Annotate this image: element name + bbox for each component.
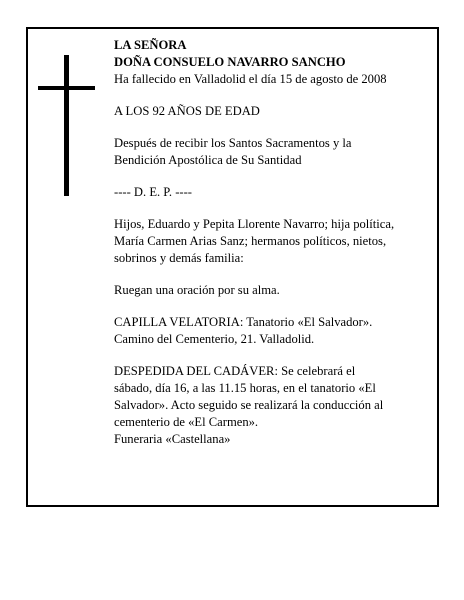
chapel-line-1: CAPILLA VELATORIA: Tanatorio «El Salvador». bbox=[114, 315, 373, 329]
death-statement: Ha fallecido en Valladolid el día 15 de agosto de 2008 bbox=[114, 72, 387, 86]
cross-horizontal-bar bbox=[38, 86, 95, 90]
farewell-line-3: Salvador». Acto seguido se realizará la conducción al bbox=[114, 398, 384, 412]
title-line-1: LA SEÑORA bbox=[114, 38, 187, 52]
sacraments-line-1: Después de recibir los Santos Sacramentos y la bbox=[114, 136, 352, 150]
cross-vertical-bar bbox=[64, 55, 69, 196]
funeral-home: Funeraria «Castellana» bbox=[114, 432, 231, 446]
dep-line: ---- D. E. P. ---- bbox=[114, 185, 192, 199]
farewell-line-1: DESPEDIDA DEL CADÁVER: Se celebrará el bbox=[114, 364, 356, 378]
deceased-name: DOÑA CONSUELO NAVARRO SANCHO bbox=[114, 55, 346, 69]
chapel-line-2: Camino del Cementerio, 21. Valladolid. bbox=[114, 332, 315, 346]
farewell-line-2: sábado, día 16, a las 11.15 horas, en el tanatorio «El bbox=[114, 381, 376, 395]
sacraments-line-2: Bendición Apostólica de Su Santidad bbox=[114, 153, 302, 167]
family-line-3: sobrinos y demás familia: bbox=[114, 251, 244, 265]
farewell-line-4: cementerio de «El Carmen». bbox=[114, 415, 259, 429]
obituary-text bbox=[114, 37, 432, 448]
family-line-2: María Carmen Arias Sanz; hermanos políticos, nietos, bbox=[114, 234, 387, 248]
family-line-1: Hijos, Eduardo y Pepita Llorente Navarro; hija política, bbox=[114, 217, 395, 231]
age-statement: A LOS 92 AÑOS DE EDAD bbox=[114, 104, 260, 118]
prayer-request: Ruegan una oración por su alma. bbox=[114, 283, 280, 297]
